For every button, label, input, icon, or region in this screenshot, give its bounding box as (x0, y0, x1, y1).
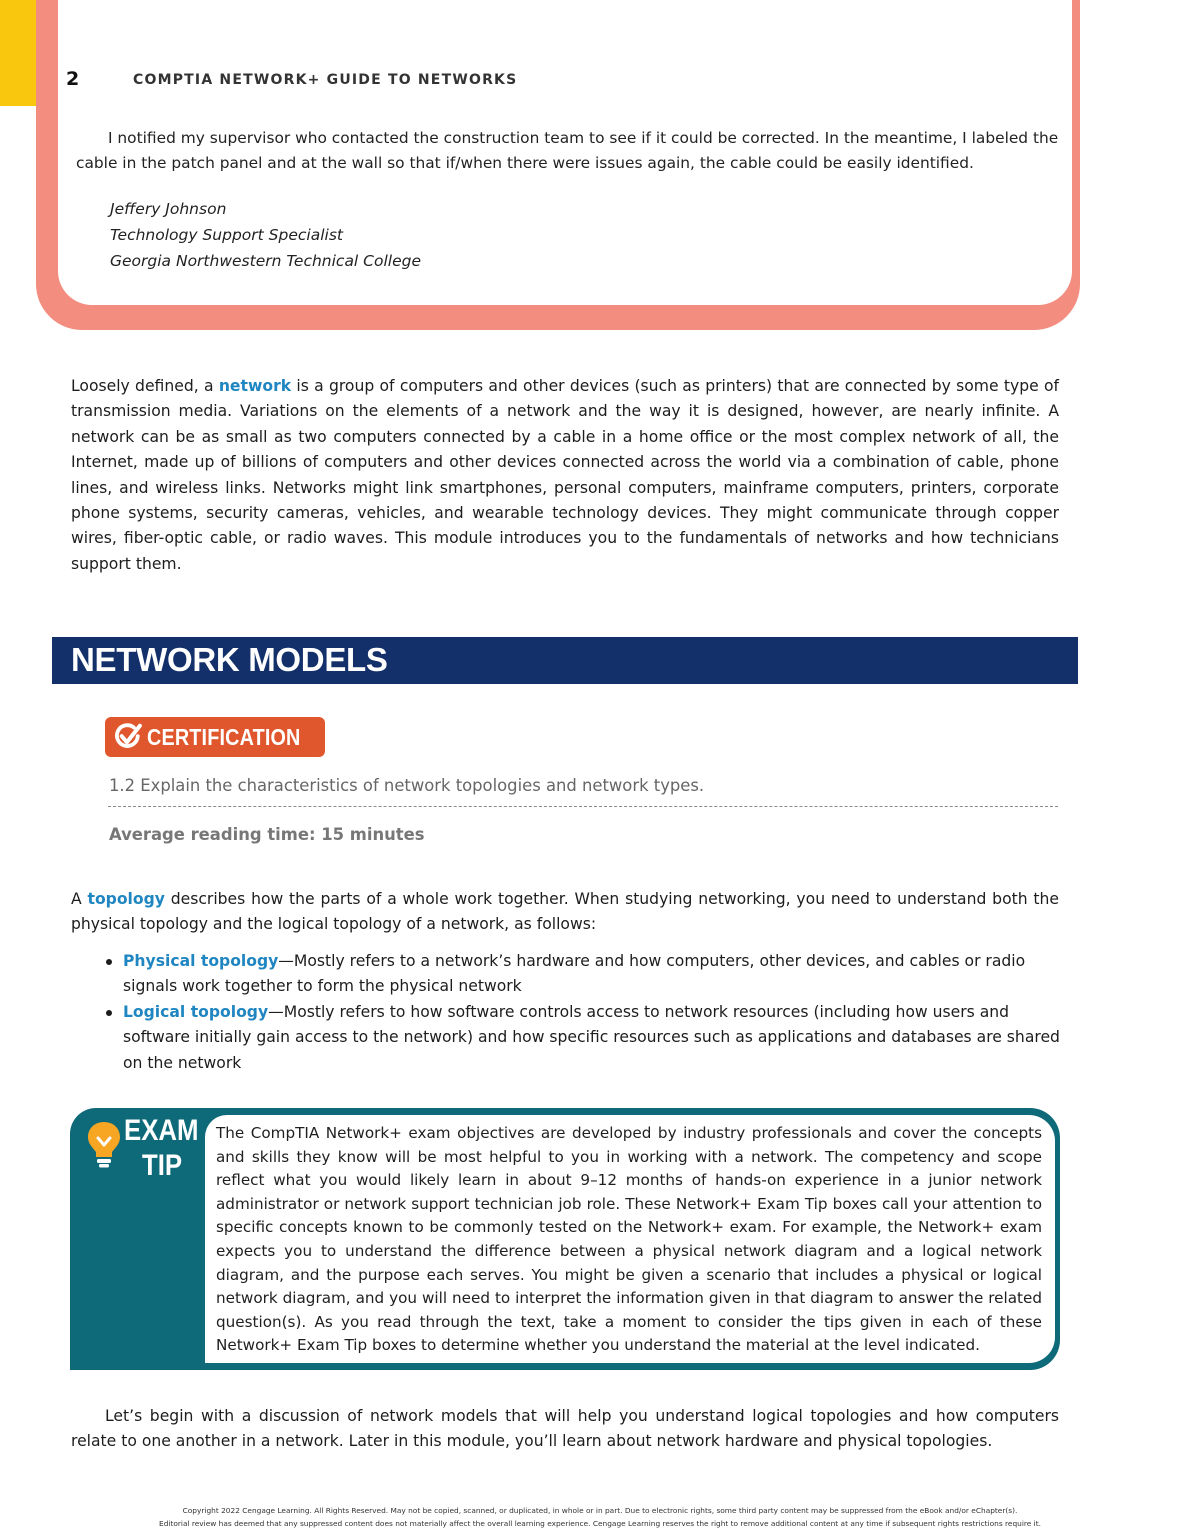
exam-tip-label-bottom: TIP (142, 1149, 183, 1182)
list-item (104, 1000, 1064, 1076)
objective-divider (108, 806, 1058, 807)
reading-time: Average reading time: 15 minutes (109, 825, 425, 844)
intro-paragraph (71, 374, 1059, 577)
key-term-physical-topology[interactable]: Physical topology (123, 952, 279, 970)
testimonial-paragraph: I notified my supervisor who contacted the construction team to see if it could be corrected. In the meantime, I labeled the cable in the patch panel and at the wall so that if/when there were issues again, the cable could be easily identified. (76, 129, 1059, 172)
bullet-text: —Mostly refers to a network’s hardware and how computers, other devices, and cables or radio signals work together to form the physical network (123, 952, 1026, 996)
topology-body: describes how the parts of a whole work together. When studying networking, you need to understand both the physical topology and the logical topology of a network, as follows: (71, 890, 1059, 934)
exam-tip-label-top: EXAM (124, 1114, 199, 1147)
certification-label: CERTIFICATION (146, 723, 301, 750)
exam-tip-text: The CompTIA Network+ exam objectives are developed by industry professionals and cover the concepts and skills they know will be most helpful to you in working with a network. The competency and scope reflect what you would likely learn in about 9–12 months of hands-on experience in a junior network administrator or network support technician job role. These Network+ Exam Tip boxes call your attention to specific concepts known to be commonly tested on the Network+ exam. For example, the Network+ exam expects you to understand the difference between a physical network diagram and a logical network diagram, and the purpose each serves. You might be given a scenario that includes a physical or logical network diagram, and you will need to interpret the information given in that diagram to answer the related question(s). As you read through the text, take a moment to consider the tips given in each of these Network+ Exam Tip boxes to determine whether you understand the material at the level indicated. (216, 1124, 1042, 1355)
topology-paragraph (71, 887, 1059, 938)
intro-body: is a group of computers and other devices (such as printers) that are connected by some type of transmission media. Variations on the elements of a network and the way it is designed, however, are nearly infinite. A network can be as small as two computers connected by a cable in a home office or the most complex network of all, the Internet, made up of billions of computers and other devices connected across the world via a combination of cable, phone lines, and wireless links. Networks might link smartphones, personal computers, mainframe computers, printers, corporate phone systems, security cameras, vehicles, and wearable technology devices. They might communicate through copper wires, fiber-optic cable, or radio waves. This module introduces you to the fundamentals of networks and how technicians support them. (71, 377, 1059, 573)
topology-lead: A (71, 890, 88, 908)
section-title: NETWORK MODELS (71, 641, 388, 678)
testimonial-org: Georgia Northwestern Technical College (110, 252, 421, 270)
page-number: 2 (66, 68, 80, 90)
copyright-line-1: Copyright 2022 Cengage Learning. All Rights Reserved. May not be copied, scanned, or duplicated, in whole or in part. Due to electronic rights, some third party content may be suppressed from the eBook and/or eChapter(s). (182, 1506, 1018, 1515)
key-term-topology[interactable]: topology (87, 890, 165, 908)
intro-lead: Loosely defined, a (71, 377, 219, 395)
checkmark-circle-icon (113, 720, 143, 754)
bullet-text: —Mostly refers to how software controls access to network resources (including how users and software initially gain access to the network) and how specific resources such as applications and databases are shared on the network (123, 1002, 1060, 1072)
copyright-line-2: Editorial review has deemed that any suppressed content does not materially affect the overall learning experience. Cengage Learning reserves the right to remove additional content at any time if subsequent rights restrictions require it. (159, 1519, 1041, 1528)
testimonial-title: Technology Support Specialist (110, 226, 343, 244)
key-term-network[interactable]: network (218, 377, 292, 395)
testimonial-name: Jeffery Johnson (110, 200, 227, 218)
key-term-logical-topology[interactable]: Logical topology (123, 1002, 269, 1021)
exam-tip-base (70, 1336, 207, 1370)
lightbulb-icon (84, 1118, 124, 1170)
running-head: COMPTIA NETWORK+ GUIDE TO NETWORKS (133, 72, 518, 88)
topology-bullet-list (104, 949, 1064, 1076)
closing-paragraph: Let’s begin with a discussion of network models that will help you understand logical topologies and how computers relate to one another in a network. Later in this module, you’ll learn about network hardware and physical topologies. (71, 1407, 1059, 1451)
list-item (104, 949, 1064, 1000)
certification-badge (105, 717, 325, 757)
certification-objective: 1.2 Explain the characteristics of network topologies and network types. (109, 776, 705, 795)
testimonial-text (76, 126, 1066, 176)
